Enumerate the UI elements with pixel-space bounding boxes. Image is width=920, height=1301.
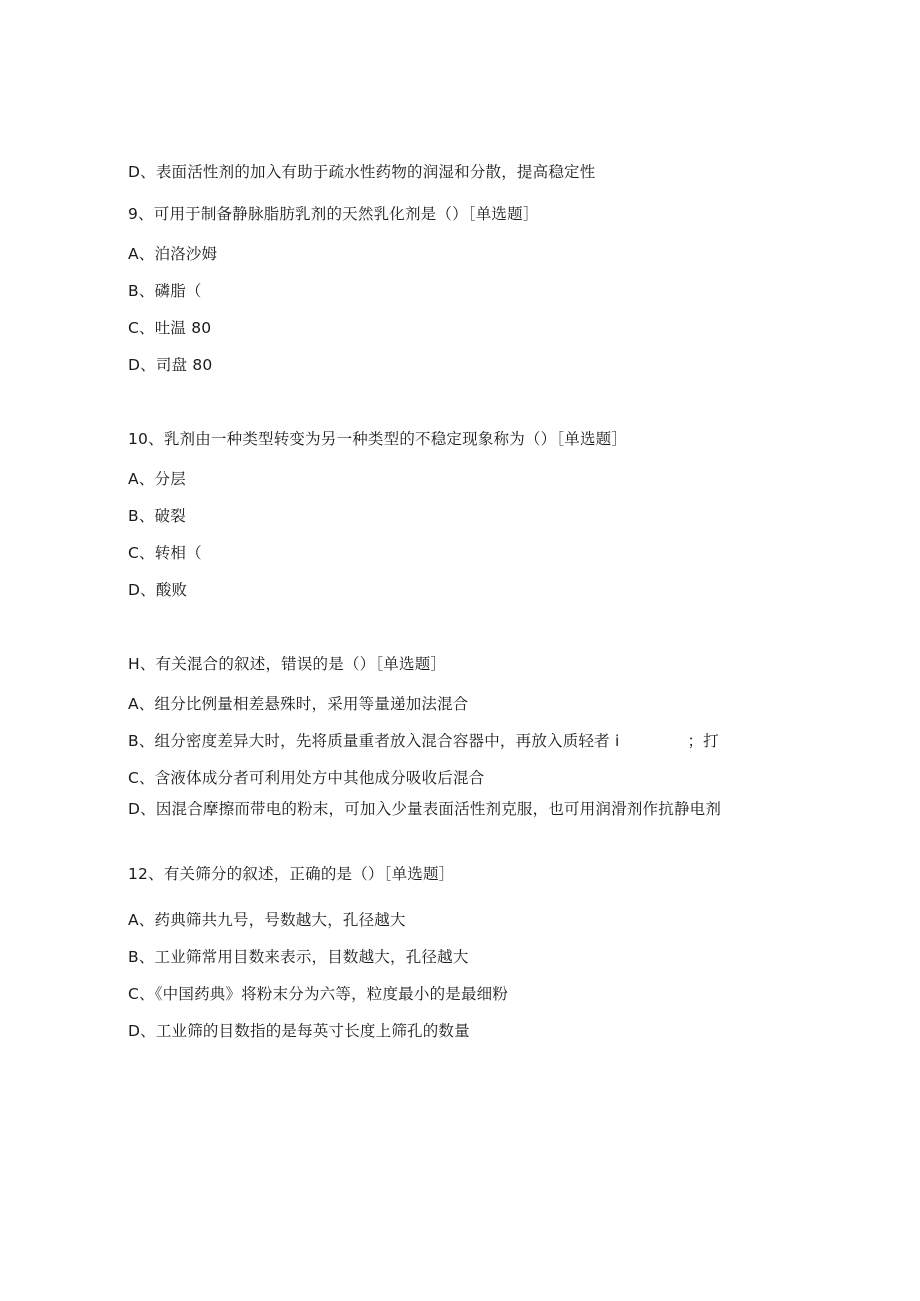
question-10-option-d: D、酸败 bbox=[128, 581, 188, 599]
question-12-option-b: B、工业筛常用目数来表示，目数越大，孔径越大 bbox=[128, 948, 469, 966]
question-11-option-d: D、因混合摩擦而带电的粉末，可加入少量表面活性剂克服，也可用润滑剂作抗静电剂 bbox=[128, 800, 722, 818]
question-11-option-b-tail: ；打 bbox=[687, 732, 719, 750]
question-9-option-b: B、磷脂（ bbox=[128, 282, 202, 300]
question-11-option-b bbox=[128, 731, 719, 751]
question-12-option-d: D、工业筛的目数指的是每英寸长度上筛孔的数量 bbox=[128, 1022, 470, 1040]
question-9-option-c: C、吐温 80 bbox=[128, 319, 212, 337]
question-9-option-d: D、司盘 80 bbox=[128, 356, 213, 374]
question-10-option-a: A、分层 bbox=[128, 470, 186, 488]
question-11-option-b-text: B、组分密度差异大时，先将质量重者放入混合容器中，再放入质轻者 i bbox=[128, 732, 620, 750]
question-12-option-a: A、药典筛共九号，号数越大，孔径越大 bbox=[128, 911, 406, 929]
question-10-option-c: C、转相（ bbox=[128, 544, 202, 562]
question-11-stem: H、有关混合的叙述，错误的是（）［单选题］ bbox=[128, 655, 447, 673]
question-11-option-a: A、组分比例量相差悬殊时，采用等量递加法混合 bbox=[128, 695, 469, 713]
question-9-stem: 9、可用于制备静脉脂肪乳剂的天然乳化剂是（）［单选题］ bbox=[128, 205, 539, 223]
question-10-stem: 10、乳剂由一种类型转变为另一种类型的不稳定现象称为（）［单选题］ bbox=[128, 430, 628, 448]
question-12-option-c: C、《中国药典》将粉末分为六等，粒度最小的是最细粉 bbox=[128, 985, 509, 1003]
question-11-option-c: C、含液体成分者可利用处方中其他成分吸收后混合 bbox=[128, 769, 485, 787]
question-12-stem: 12、有关筛分的叙述，正确的是（）［单选题］ bbox=[128, 865, 455, 883]
question-9-option-a: A、泊洛沙姆 bbox=[128, 245, 218, 263]
question-8-option-d: D、表面活性剂的加入有助于疏水性药物的润湿和分散，提高稳定性 bbox=[128, 163, 596, 181]
question-10-option-b: B、破裂 bbox=[128, 507, 186, 525]
